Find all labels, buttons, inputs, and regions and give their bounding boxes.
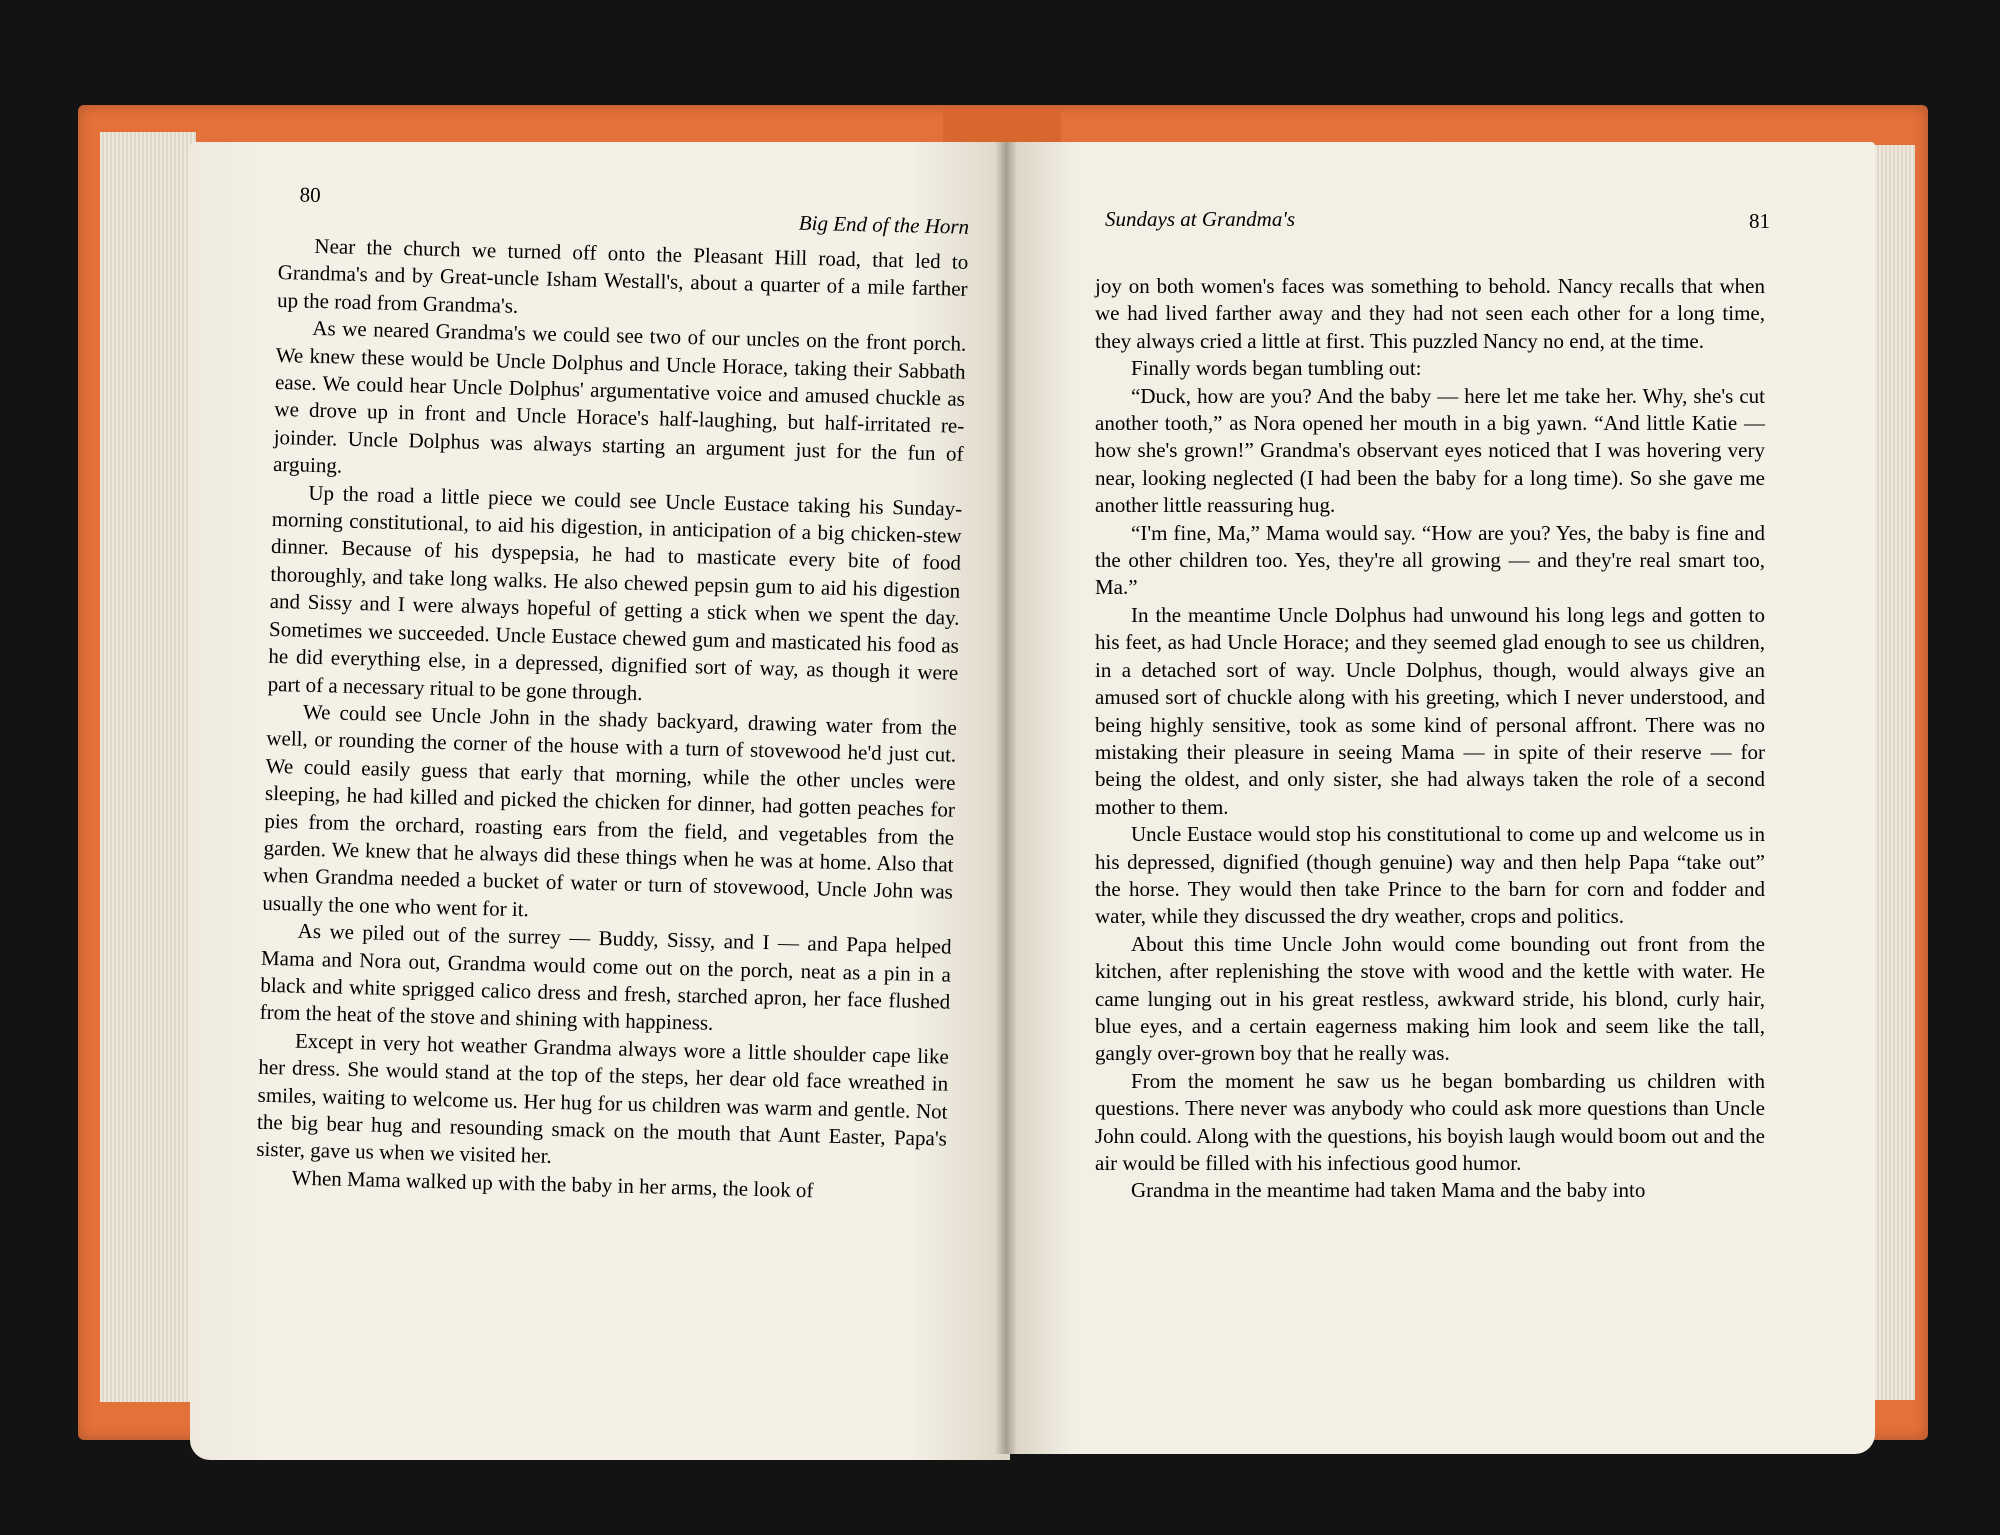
paragraph: As we neared Grandma's we could see two of our uncles on the front porch. We knew these would be Uncle Dolphus and Uncle Horace, taking their Sabbath ease. We could hear Uncle Dolphus' argumentative voice and amused chuckle as we drove up in front and Uncle Horace's half-laughing, but half-irritated re-joinder. Uncle Dolphus was always starting an argument just for the fun of arguing. [272, 316, 967, 478]
paragraph: Grandma in the meantime had taken Mama and the baby into [1131, 1178, 1646, 1203]
paragraph: We could see Uncle John in the shady backyard, drawing water from the well, or rounding the corner of the house with a turn of stovewood he'd just cut. We could easily guess that early that morning, while the other uncles were sleeping, he had killed and picked the chicken for dinner, had gotten peaches for pies from the orchard, roasting ears from the field, and vegetables from the garden. We knew that he always did these things when he was at home. Also that when Grandma needed a bucket of water or turn of stovewood, Uncle John was usually the one who went for it. [262, 699, 958, 922]
paragraph: When Mama walked up with the baby in her arms, the look of [291, 1165, 814, 1203]
paragraph: In the meantime Uncle Dolphus had unwound his long legs and gotten to his feet, as had Uncle Horace; and they seemed glad enough to see us children, in a detached sort of way. Uncle Dolphus, though, would always give an amused sort of chuckle along with his greeting, which I never understood, and being highly sensitive, took as some kind of personal affront. There was no mistaking their pleasure in seeing Mama — in spite of their reserve — for being the oldest, and only sister, she had always taken the role of a second mother to them. [1095, 602, 1765, 819]
paragraph: Up the road a little piece we could see Uncle Eustace taking his Sunday-morning constitutional, to aid his digestion, in anticipation of a big chicken-stew dinner. Because of his dyspepsia, he had to masticate every bite of food thoroughly, and take long walks. He also chewed pepsin gum to aid his digestion and Sissy and I were always hopeful of getting a stick when we spent the day. Sometimes we succeeded. Uncle Eustace chewed gum and masticated his food as he did everything else, in a depressed, dignified sort of way, as though it were part of a necessary ritual to be gone through. [267, 480, 963, 705]
paragraph: joy on both women's faces was something to behold. Nancy recalls that when we had lived farther away and they had not seen each other for a long time, they always cried a little at first. This puzzled Nancy no end, at the time. [1095, 274, 1765, 353]
right-page-content [1095, 205, 1770, 1205]
right-header [1095, 205, 1770, 249]
left-page-content [255, 182, 969, 1208]
paragraph: “Duck, how are you? And the baby — here let me take her. Why, she's cut another tooth,” as Nora opened her mouth in a big yawn. “And little Katie — how she's grown!” Grandma's observant eyes noticed that I was hovering very near, looking neglected (I had been the baby for a long time). So she gave me another little reassuring hug. [1095, 383, 1765, 518]
page-number: 81 [1749, 209, 1770, 233]
paragraph: About this time Uncle John would come bounding out front from the kitchen, after replenishing the stove with wood and the kettle with water. He came lunging out in his great restless, awkward stride, his blond, curly hair, blue eyes, and a certain eagerness making him look and seem like the tall, gangly over-grown boy that he really was. [1095, 931, 1765, 1066]
running-head: Big End of the Horn [798, 210, 970, 239]
left-body-text [255, 232, 968, 1208]
page-edges-left [100, 132, 196, 1402]
right-body-text [1095, 273, 1765, 1205]
page-number: 80 [299, 182, 321, 207]
paragraph: Near the church we turned off onto the Pleasant Hill road, that led to Grandma's and by Great-uncle Isham Westall's, about a quarter of a mile farther up the road from Grandma's. [276, 233, 969, 318]
paragraph: Uncle Eustace would stop his constitutional to come up and welcome us in his depressed, dignified (though genuine) way and then help Papa “take out” the horse. They would then take Prince to the barn for corn and fodder and water, while they discussed the dry weather, crops and politics. [1095, 822, 1765, 929]
running-head: Sundays at Grandma's [1105, 207, 1295, 231]
paragraph: Finally words began tumbling out: [1131, 356, 1422, 381]
paragraph: As we piled out of the surrey — Buddy, Sissy, and I — and Papa helped Mama and Nora out, Grandma would come out on the porch, neat as a pin in a black and white sprigged calico dress and fresh, starched apron, her face flushed from the heat of the stove and shining with happiness. [259, 918, 952, 1036]
book-gutter [995, 142, 1017, 1454]
paragraph: Except in very hot weather Grandma always wore a little shoulder cape like her dress. She would stand at the top of the steps, her dear old face wreathed in smiles, waiting to welcome us. Her hug for us children was warm and gentle. Not the big bear hug and resounding smack on the mouth that Aunt Easter, Papa's sister, gave us when we visited her. [256, 1028, 950, 1169]
paragraph: From the moment he saw us he began bombarding us children with questions. There never was anybody who could ask more questions than Uncle John could. Along with the questions, his boyish laugh would boom out and the air would be filled with his infectious good humor. [1095, 1068, 1765, 1175]
paragraph: “I'm fine, Ma,” Mama would say. “How are you? Yes, the baby is fine and the other children too. Yes, they're all growing — and they're real smart too, Ma.” [1095, 520, 1765, 600]
